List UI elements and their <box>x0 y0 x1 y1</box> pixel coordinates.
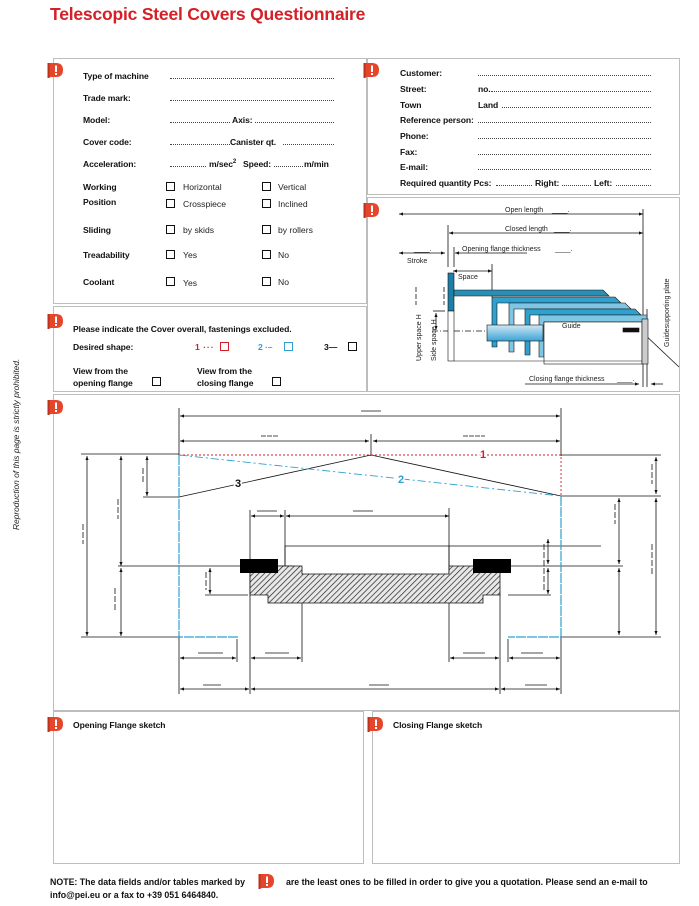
footer-note <box>50 873 690 901</box>
customer-label: Customer: <box>400 68 443 78</box>
treadability-no-checkbox[interactable] <box>262 250 271 259</box>
closing-flange-thickness-label: Closing flange thickness <box>529 376 605 383</box>
required-quantity-label: Required quantity Pcs: <box>400 178 492 188</box>
side-space-label: Side space H <box>431 319 438 361</box>
land-label: Land <box>478 100 499 110</box>
open-length-field[interactable]: ____. <box>552 207 570 214</box>
street-label: Street: <box>400 84 427 94</box>
page-title: Telescopic Steel Covers Questionnaire <box>50 4 366 24</box>
horizontal-checkbox[interactable] <box>166 182 175 191</box>
model-label: Model: <box>83 115 111 125</box>
reproduction-notice: Reproduction of this page is strictly prohibited. <box>11 358 21 530</box>
shape-3-marker: 3 <box>235 478 242 490</box>
trade-mark-label: Trade mark: <box>83 93 131 103</box>
by-skids-label: by skids <box>183 225 215 235</box>
crosspiece-label: Crosspiece <box>183 199 226 209</box>
working-label: Working <box>83 182 117 192</box>
by-skids-checkbox[interactable] <box>166 225 175 234</box>
shape-3-label: 3— <box>324 342 338 352</box>
reference-person-field[interactable] <box>478 122 651 123</box>
vertical-checkbox[interactable] <box>262 182 271 191</box>
closing-flange-sketch-area[interactable] <box>372 711 680 864</box>
view-opening-label: View from the opening flange <box>73 366 133 388</box>
cover-code-field[interactable] <box>170 144 230 145</box>
space-label: Space <box>458 274 478 281</box>
model-field[interactable] <box>170 122 230 123</box>
shape-3-checkbox[interactable] <box>348 342 357 351</box>
crosspiece-checkbox[interactable] <box>166 199 175 208</box>
opening-flange-thickness-field[interactable]: ____. <box>555 246 573 253</box>
footer-note-a: NOTE: The data fields and/or tables marked by <box>50 877 246 887</box>
cover-overall-instruction: Please indicate the Cover overall, fastenings excluded. <box>73 324 292 334</box>
treadability-label: Treadability <box>83 250 130 260</box>
required-flag-icon <box>46 313 64 329</box>
acceleration-label: Acceleration: <box>83 159 137 169</box>
vertical-label: Vertical <box>278 182 307 192</box>
opening-flange-thickness-label: Opening flange thickness <box>462 246 541 253</box>
coolant-yes-label: Yes <box>183 278 198 288</box>
horizontal-label: Horizontal <box>183 182 222 192</box>
quantity-left-field[interactable] <box>616 185 651 186</box>
speed-field[interactable] <box>274 166 303 167</box>
email-label: E-mail: <box>400 162 428 172</box>
treadability-no-label: No <box>278 250 289 260</box>
required-flag-icon <box>362 62 380 78</box>
axis-label: Axis: <box>232 115 253 125</box>
right-label: Right: <box>535 178 560 188</box>
required-flag-icon <box>46 62 64 78</box>
shape-1-label: 1 ··· <box>195 342 215 352</box>
by-rollers-label: by rollers <box>278 225 313 235</box>
email-field[interactable] <box>478 169 651 170</box>
treadability-yes-checkbox[interactable] <box>166 250 175 259</box>
coolant-label: Coolant <box>83 277 115 287</box>
inclined-label: Inclined <box>278 199 308 209</box>
upper-space-label: Upper space H <box>416 314 423 361</box>
treadability-yes-label: Yes <box>183 250 198 260</box>
fax-label: Fax: <box>400 147 418 157</box>
quantity-right-field[interactable] <box>562 185 591 186</box>
view-closing-label: View from the closing flange <box>197 366 254 388</box>
closing-flange-sketch-label: Closing Flange sketch <box>393 720 483 730</box>
shape-2-label: 2 ·– <box>258 342 273 352</box>
fax-field[interactable] <box>478 154 651 155</box>
customer-field[interactable] <box>478 75 651 76</box>
cover-section-diagram <box>53 394 680 711</box>
closing-flange-thickness-field[interactable]: ____. <box>617 376 635 383</box>
phone-label: Phone: <box>400 131 429 141</box>
coolant-no-checkbox[interactable] <box>262 277 271 286</box>
coolant-no-label: No <box>278 277 289 287</box>
required-flag-icon <box>256 873 276 889</box>
footer-note-b: are the least ones to be filled in order to give you a quotation. Please send an e-mail to info@pei.eu or a fax to +39 051 6464840. <box>50 877 648 900</box>
position-label: Position <box>83 197 117 207</box>
customer-section <box>367 58 680 195</box>
by-rollers-checkbox[interactable] <box>262 225 271 234</box>
left-label: Left: <box>594 178 613 188</box>
type-of-machine-label: Type of machine <box>83 71 149 81</box>
opening-flange-sketch-label: Opening Flange sketch <box>73 720 166 730</box>
town-label: Town <box>400 100 422 110</box>
speed-label: Speed: <box>243 159 272 169</box>
view-closing-checkbox[interactable] <box>272 377 281 386</box>
cover-code-label: Cover code: <box>83 137 132 147</box>
phone-field[interactable] <box>478 138 651 139</box>
shape-2-checkbox[interactable] <box>284 342 293 351</box>
open-length-label: Open length <box>505 207 544 214</box>
sliding-label: Sliding <box>83 225 111 235</box>
reference-person-label: Reference person: <box>400 115 474 125</box>
trade-mark-field[interactable] <box>170 100 334 101</box>
inclined-checkbox[interactable] <box>262 199 271 208</box>
canister-label: Canister qt. <box>230 137 277 147</box>
mmin-unit: m/min <box>304 159 329 169</box>
opening-flange-sketch-area[interactable] <box>53 711 364 864</box>
desired-shape-label: Desired shape: <box>73 342 134 352</box>
street-field[interactable] <box>491 91 651 92</box>
msec-unit: $m/\sec^2$ <box>209 159 237 169</box>
shape-1-checkbox[interactable] <box>220 342 229 351</box>
street-no-label: no. <box>478 84 491 94</box>
view-opening-checkbox[interactable] <box>152 377 161 386</box>
shape-2-marker: 2 <box>398 474 405 486</box>
stroke-field[interactable]: ____. <box>414 246 432 253</box>
town-field[interactable] <box>502 107 651 108</box>
telescopic-cover-side-diagram <box>367 197 680 392</box>
coolant-yes-checkbox[interactable] <box>166 277 175 286</box>
type-of-machine-field[interactable] <box>170 78 334 79</box>
closed-length-field[interactable]: ____. <box>554 226 572 233</box>
quantity-pcs-field[interactable] <box>496 185 532 186</box>
required-flag-icon <box>366 716 384 732</box>
guides-supporting-plate-label: Guidesupporting plate <box>664 278 671 347</box>
stroke-label: Stroke <box>407 258 428 265</box>
guide-label: Guide <box>562 323 581 330</box>
axis-field[interactable] <box>255 122 334 123</box>
closed-length-label: Closed length <box>505 226 548 233</box>
canister-field[interactable] <box>283 144 334 145</box>
shape-1-marker: 1 <box>480 449 487 461</box>
required-flag-icon <box>46 716 64 732</box>
acceleration-field[interactable] <box>170 166 206 167</box>
